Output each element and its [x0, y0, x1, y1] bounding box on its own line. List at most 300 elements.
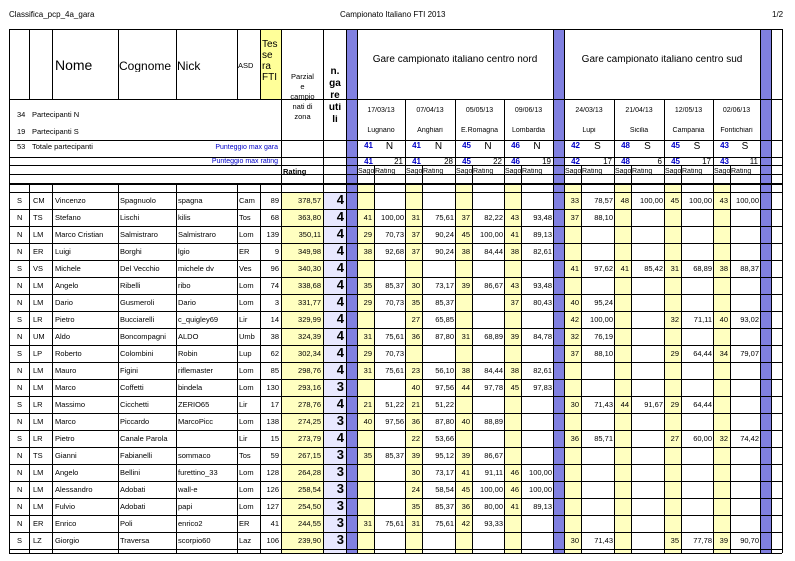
row-race-rating: 70,73: [385, 299, 404, 307]
row-race-rating: 93,48: [533, 282, 552, 290]
race-date: 17/03/13: [367, 107, 395, 114]
row-nick: lgio: [178, 248, 190, 256]
row-race-rating: 85,37: [385, 452, 404, 460]
row-race-rating: 68,89: [484, 333, 503, 341]
race-participants: 17: [702, 158, 711, 166]
row-asd: ER: [239, 248, 250, 256]
race-max-gara: 45: [671, 142, 680, 150]
row-sago: 27: [411, 316, 420, 324]
row-sago: 34: [719, 350, 728, 358]
row-race-rating: 51,22: [435, 401, 454, 409]
subheader-line: [9, 184, 782, 185]
row-race-rating: 58,54: [435, 486, 454, 494]
row-sago: 21: [411, 401, 420, 409]
row-tessera: 89: [270, 197, 279, 205]
row-cognome: Bellini: [120, 469, 141, 477]
row-nome: Marco Cristian: [55, 231, 104, 239]
column-header-parziale: nati di: [292, 103, 313, 111]
row-ngare: 4: [336, 363, 344, 376]
row-rating: 329,99: [298, 316, 321, 324]
row-asd: Lom: [239, 503, 254, 511]
row-ngare: 4: [336, 431, 344, 444]
race-max-gara: 42: [571, 142, 580, 150]
row-race-rating: 84,44: [484, 367, 503, 375]
race-region: N: [484, 142, 492, 152]
row-race-rating: 70,73: [385, 350, 404, 358]
row-sago: 29: [363, 299, 372, 307]
grid-line: [760, 99, 761, 553]
row-race-rating: 93,48: [533, 214, 552, 222]
row-sago: 32: [670, 316, 679, 324]
row-race-rating: 95,12: [435, 452, 454, 460]
row-sago: 37: [570, 350, 579, 358]
row-sago: 30: [411, 469, 420, 477]
max-gara-label: Punteggio max gara: [215, 144, 278, 151]
race-date: 07/04/13: [416, 107, 444, 114]
sago-subheader: Sago: [456, 168, 472, 175]
race-place: Campania: [672, 127, 705, 134]
row-tessera: 9: [274, 248, 279, 256]
race-region: S: [644, 142, 651, 152]
row-sago: 37: [411, 231, 420, 239]
row-line: [9, 549, 782, 550]
row-race-rating: 88,89: [484, 418, 503, 426]
row-rating: 273,79: [298, 435, 321, 443]
column-header-parziale: Parzial: [291, 73, 314, 81]
row-sago: 45: [670, 197, 679, 205]
row-tessera: 59: [270, 452, 279, 460]
grid-line: [771, 29, 772, 553]
sago-subheader: Sago: [358, 168, 374, 175]
row-sago: 45: [461, 231, 470, 239]
row-asd: Lir: [239, 401, 248, 409]
row-sago: 41: [461, 469, 470, 477]
row-tessera: 96: [270, 265, 279, 273]
row-nick: c_quigley69: [178, 316, 219, 324]
row-race-rating: 87,80: [435, 418, 454, 426]
row-nome: Michele: [55, 265, 81, 273]
row-asd: Lom: [239, 486, 254, 494]
row-ngare: 4: [336, 227, 344, 240]
separator-column: [760, 29, 771, 553]
race-participants: 22: [493, 158, 502, 166]
row-line: [9, 226, 782, 227]
row-cognome: Salmistraro: [120, 231, 158, 239]
row-sago: 38: [363, 248, 372, 256]
row-line: [9, 447, 782, 448]
column-header-parziale: campio: [290, 93, 315, 101]
row-sago: 46: [510, 486, 519, 494]
row-line: [9, 396, 782, 397]
page-header-page-number: 1/2: [772, 10, 784, 19]
row-line: [9, 192, 782, 193]
row-rating: 378,57: [298, 197, 321, 205]
row-tessera: 85: [270, 367, 279, 375]
row-race-rating: 93,33: [484, 520, 503, 528]
row-sago: 29: [363, 231, 372, 239]
row-line: [9, 260, 782, 261]
row-sago: 38: [719, 265, 728, 273]
row-ngare: 3: [336, 516, 344, 529]
row-region: LP: [33, 350, 43, 358]
row-race-rating: 100,00: [381, 214, 404, 222]
row-region: LM: [33, 418, 44, 426]
participants-north-label: Partecipanti N: [32, 111, 80, 119]
row-sago: 40: [411, 384, 420, 392]
participants-north-count: 34: [17, 111, 26, 119]
race-max-gara: 43: [720, 142, 729, 150]
row-sago: 44: [620, 401, 629, 409]
row-line: [9, 498, 782, 499]
row-nick: spagna: [178, 197, 203, 205]
grid-line: [730, 165, 731, 553]
row-ngare: 4: [336, 278, 344, 291]
row-sago: 29: [363, 350, 372, 358]
race-participants: 19: [542, 158, 551, 166]
row-nick: wall-e: [178, 486, 198, 494]
row-region: VS: [33, 265, 44, 273]
row-ngare: 4: [336, 346, 344, 359]
row-nick: ribo: [178, 282, 191, 290]
column-header-nick: Nick: [177, 60, 201, 72]
row-race-rating: 78,57: [594, 197, 613, 205]
row-nome: Angelo: [55, 282, 79, 290]
row-race-rating: 88,10: [594, 350, 613, 358]
rating-subheader: Rating: [632, 168, 653, 175]
row-race-rating: 100,00: [736, 197, 759, 205]
row-sago: 37: [411, 248, 420, 256]
grid-line: [631, 165, 632, 553]
race-place: Lugnano: [367, 127, 395, 134]
row-sago: 32: [570, 333, 579, 341]
row-race-rating: 75,61: [435, 214, 454, 222]
row-region: ER: [33, 248, 44, 256]
rating-subheader: Rating: [731, 168, 752, 175]
row-sago: 43: [719, 197, 728, 205]
row-line: [9, 532, 782, 533]
column-header-cognome: Cognome: [119, 60, 172, 72]
row-race-rating: 88,10: [594, 214, 613, 222]
row-zone: N: [17, 333, 23, 341]
race-max-rating: 41: [412, 158, 421, 166]
row-zone: N: [17, 248, 23, 256]
race-participants: 28: [444, 158, 453, 166]
row-tessera: 38: [270, 333, 279, 341]
row-zone: S: [17, 435, 23, 443]
row-cognome: Fabianelli: [120, 452, 153, 460]
row-nome: Marco: [55, 418, 76, 426]
row-line: [9, 209, 782, 210]
row-sago: 31: [363, 333, 372, 341]
row-sago: 38: [510, 248, 519, 256]
race-region: S: [693, 142, 701, 152]
row-tessera: 3: [274, 299, 279, 307]
race-max-rating: 41: [364, 158, 373, 166]
row-cognome: Colombini: [120, 350, 154, 358]
row-tessera: 128: [266, 469, 279, 477]
row-nick: Salmistraro: [178, 231, 216, 239]
row-tessera: 74: [270, 282, 279, 290]
max-rating-label: Punteggio max rating: [211, 158, 278, 165]
row-ngare: 3: [336, 499, 344, 512]
row-sago: 31: [670, 265, 679, 273]
race-region: S: [741, 142, 749, 152]
row-asd: Lir: [239, 435, 248, 443]
row-tessera: 41: [270, 520, 279, 528]
row-asd: Tos: [239, 452, 251, 460]
row-sago: 21: [363, 401, 372, 409]
column-header-tessera: se: [262, 51, 273, 61]
participants-total-label: Totale partecipanti: [32, 143, 93, 151]
row-region: LM: [33, 299, 44, 307]
row-sago: 35: [411, 503, 420, 511]
row-sago: 48: [620, 197, 629, 205]
participants-south-label: Partecipanti S: [32, 128, 79, 136]
row-nick: MarcoPicc: [178, 418, 214, 426]
row-tessera: 68: [270, 214, 279, 222]
row-rating: 267,15: [298, 452, 321, 460]
row-sago: 39: [719, 537, 728, 545]
row-race-rating: 100,00: [640, 197, 663, 205]
row-rating: 258,54: [298, 486, 321, 494]
row-sago: 24: [411, 486, 420, 494]
race-date: 12/05/13: [674, 107, 703, 114]
row-sago: 31: [363, 520, 372, 528]
row-nome: Pietro: [55, 316, 75, 324]
row-race-rating: 82,61: [533, 248, 552, 256]
column-header-asd: ASD: [238, 62, 254, 70]
grid-line: [346, 29, 347, 553]
row-asd: Cam: [239, 197, 255, 205]
row-race-rating: 88,37: [740, 265, 759, 273]
row-race-rating: 80,43: [533, 299, 552, 307]
row-cognome: Borghi: [120, 248, 142, 256]
row-race-rating: 85,37: [435, 503, 454, 511]
row-rating: 363,80: [298, 214, 321, 222]
row-race-rating: 97,56: [385, 418, 404, 426]
row-ngare: 4: [336, 397, 344, 410]
row-race-rating: 84,44: [484, 248, 503, 256]
row-ngare: 3: [336, 414, 344, 427]
row-race-rating: 53,66: [435, 435, 454, 443]
row-race-rating: 64,44: [693, 401, 712, 409]
column-header-tessera: Tes: [262, 40, 278, 50]
race-place: Lupi: [582, 127, 596, 134]
row-nome: Roberto: [55, 350, 82, 358]
rating-column-header: Rating: [283, 168, 307, 176]
row-region: LM: [33, 367, 44, 375]
row-tessera: 127: [266, 503, 279, 511]
race-place: Lombardia: [511, 127, 546, 134]
race-max-rating: 43: [720, 158, 729, 166]
row-tessera: 106: [266, 537, 279, 545]
column-header-ngare: uti: [328, 103, 342, 113]
row-rating: 324,39: [298, 333, 321, 341]
row-race-rating: 90,24: [435, 231, 454, 239]
row-zone: N: [17, 452, 23, 460]
sago-subheader: Sago: [615, 168, 631, 175]
row-sago: 35: [670, 537, 679, 545]
separator-column: [553, 29, 564, 553]
race-region: S: [594, 142, 601, 152]
row-sago: 37: [461, 214, 470, 222]
grid-line: [681, 165, 682, 553]
row-rating: 244,55: [298, 520, 321, 528]
row-line: [9, 481, 782, 482]
row-zone: S: [17, 265, 23, 273]
race-date: 09/06/13: [514, 107, 543, 114]
row-asd: Lom: [239, 418, 254, 426]
row-race-rating: 95,24: [594, 299, 613, 307]
row-sago: 40: [719, 316, 728, 324]
row-zone: S: [17, 401, 23, 409]
row-sago: 31: [411, 520, 420, 528]
row-race-rating: 75,61: [385, 520, 404, 528]
row-nome: Aldo: [55, 333, 71, 341]
row-sago: 43: [510, 214, 519, 222]
row-race-rating: 73,17: [435, 282, 454, 290]
row-nick: kilis: [178, 214, 191, 222]
race-max-gara: 41: [364, 142, 373, 150]
row-rating: 293,16: [298, 384, 321, 392]
row-nick: papi: [178, 503, 193, 511]
row-region: LZ: [33, 537, 42, 545]
row-sago: 45: [510, 384, 519, 392]
race-date: 24/03/13: [575, 107, 603, 114]
row-race-rating: 75,61: [385, 333, 404, 341]
row-line: [9, 311, 782, 312]
south-date-line: [564, 99, 760, 100]
race-max-rating: 48: [621, 158, 630, 166]
race-participants: 21: [394, 158, 403, 166]
row-line: [9, 430, 782, 431]
row-nick: riflemaster: [178, 367, 214, 375]
row-race-rating: 100,00: [529, 469, 552, 477]
row-line: [9, 243, 782, 244]
row-race-rating: 71,43: [594, 537, 613, 545]
row-asd: Lom: [239, 384, 254, 392]
row-cognome: Coffetti: [120, 384, 144, 392]
column-header-tessera: FTI: [262, 73, 277, 83]
row-cognome: Ribelli: [120, 282, 141, 290]
row-zone: S: [17, 197, 23, 205]
row-race-rating: 73,17: [435, 469, 454, 477]
row-race-rating: 92,68: [385, 248, 404, 256]
row-race-rating: 80,00: [484, 503, 503, 511]
row-race-rating: 100,00: [480, 486, 503, 494]
row-race-rating: 97,62: [594, 265, 613, 273]
row-ngare: 4: [336, 261, 344, 274]
row-sago: 37: [570, 214, 579, 222]
row-race-rating: 84,78: [533, 333, 552, 341]
row-line: [9, 379, 782, 380]
race-date: 05/05/13: [465, 107, 494, 114]
grid-line: [521, 165, 522, 553]
row-race-rating: 90,24: [435, 248, 454, 256]
row-sago: 30: [570, 537, 579, 545]
row-zone: N: [17, 367, 23, 375]
row-nick: Dario: [178, 299, 196, 307]
row-asd: Lup: [239, 350, 252, 358]
row-sago: 42: [570, 316, 579, 324]
row-region: TS: [33, 214, 43, 222]
row-nome: Pietro: [55, 435, 75, 443]
row-zone: N: [17, 214, 23, 222]
row-race-rating: 60,00: [693, 435, 712, 443]
row-line: [9, 362, 782, 363]
race-date: 02/06/13: [722, 107, 751, 114]
row-rating: 338,68: [298, 282, 321, 290]
row-zone: N: [17, 520, 23, 528]
row-cognome: Piccardo: [120, 418, 150, 426]
row-rating: 274,25: [298, 418, 321, 426]
race-region: N: [385, 142, 394, 152]
row-race-rating: 76,19: [594, 333, 613, 341]
row-sago: 36: [570, 435, 579, 443]
race-place: Sicilia: [629, 127, 649, 134]
sago-subheader: Sago: [714, 168, 730, 175]
row-cognome: Canale Parola: [120, 435, 168, 443]
row-race-rating: 85,37: [435, 299, 454, 307]
grid-line: [260, 29, 261, 99]
grid-line: [374, 165, 375, 553]
row-nick: bindela: [178, 384, 203, 392]
row-nome: Stefano: [55, 214, 81, 222]
row-sago: 41: [510, 231, 519, 239]
row-sago: 44: [461, 384, 470, 392]
row-ngare: 3: [336, 380, 344, 393]
page-header-title: Campionato Italiano FTI 2013: [340, 10, 446, 19]
row-cognome: Figini: [120, 367, 138, 375]
row-sago: 35: [411, 299, 420, 307]
row-sago: 41: [620, 265, 629, 273]
row-ngare: 4: [336, 193, 344, 206]
row-cognome: Adobati: [120, 486, 146, 494]
row-nome: Dario: [55, 299, 73, 307]
row-zone: S: [17, 537, 23, 545]
row-ngare: 4: [336, 295, 344, 308]
row-sago: 45: [461, 486, 470, 494]
row-nick: furettino_33: [178, 469, 218, 477]
row-race-rating: 65,85: [435, 316, 454, 324]
race-max-rating: 42: [571, 158, 580, 166]
row-race-rating: 90,70: [740, 537, 759, 545]
row-sago: 40: [363, 418, 372, 426]
row-zone: N: [17, 486, 23, 494]
row-race-rating: 89,13: [533, 231, 552, 239]
row-nome: Vincenzo: [55, 197, 86, 205]
row-rating: 350,11: [298, 231, 321, 239]
row-tessera: 126: [266, 486, 279, 494]
row-tessera: 17: [270, 401, 279, 409]
race-participants: 6: [657, 158, 662, 166]
row-sago: 38: [461, 367, 470, 375]
south-section-title: Gare campionato italiano centro sud: [581, 55, 743, 65]
row-region: LM: [33, 503, 44, 511]
row-nick: enrico2: [178, 520, 203, 528]
row-cognome: Adobati: [120, 503, 146, 511]
row-tessera: 130: [266, 384, 279, 392]
sago-subheader: Sago: [665, 168, 681, 175]
row-nick: michele dv: [178, 265, 214, 273]
race-place: Anghiari: [417, 127, 443, 134]
row-sago: 29: [670, 350, 679, 358]
row-race-rating: 82,22: [484, 214, 503, 222]
row-sago: 36: [411, 418, 420, 426]
row-sago: 27: [670, 435, 679, 443]
row-zone: S: [17, 350, 23, 358]
column-header-parziale: e: [300, 83, 305, 91]
